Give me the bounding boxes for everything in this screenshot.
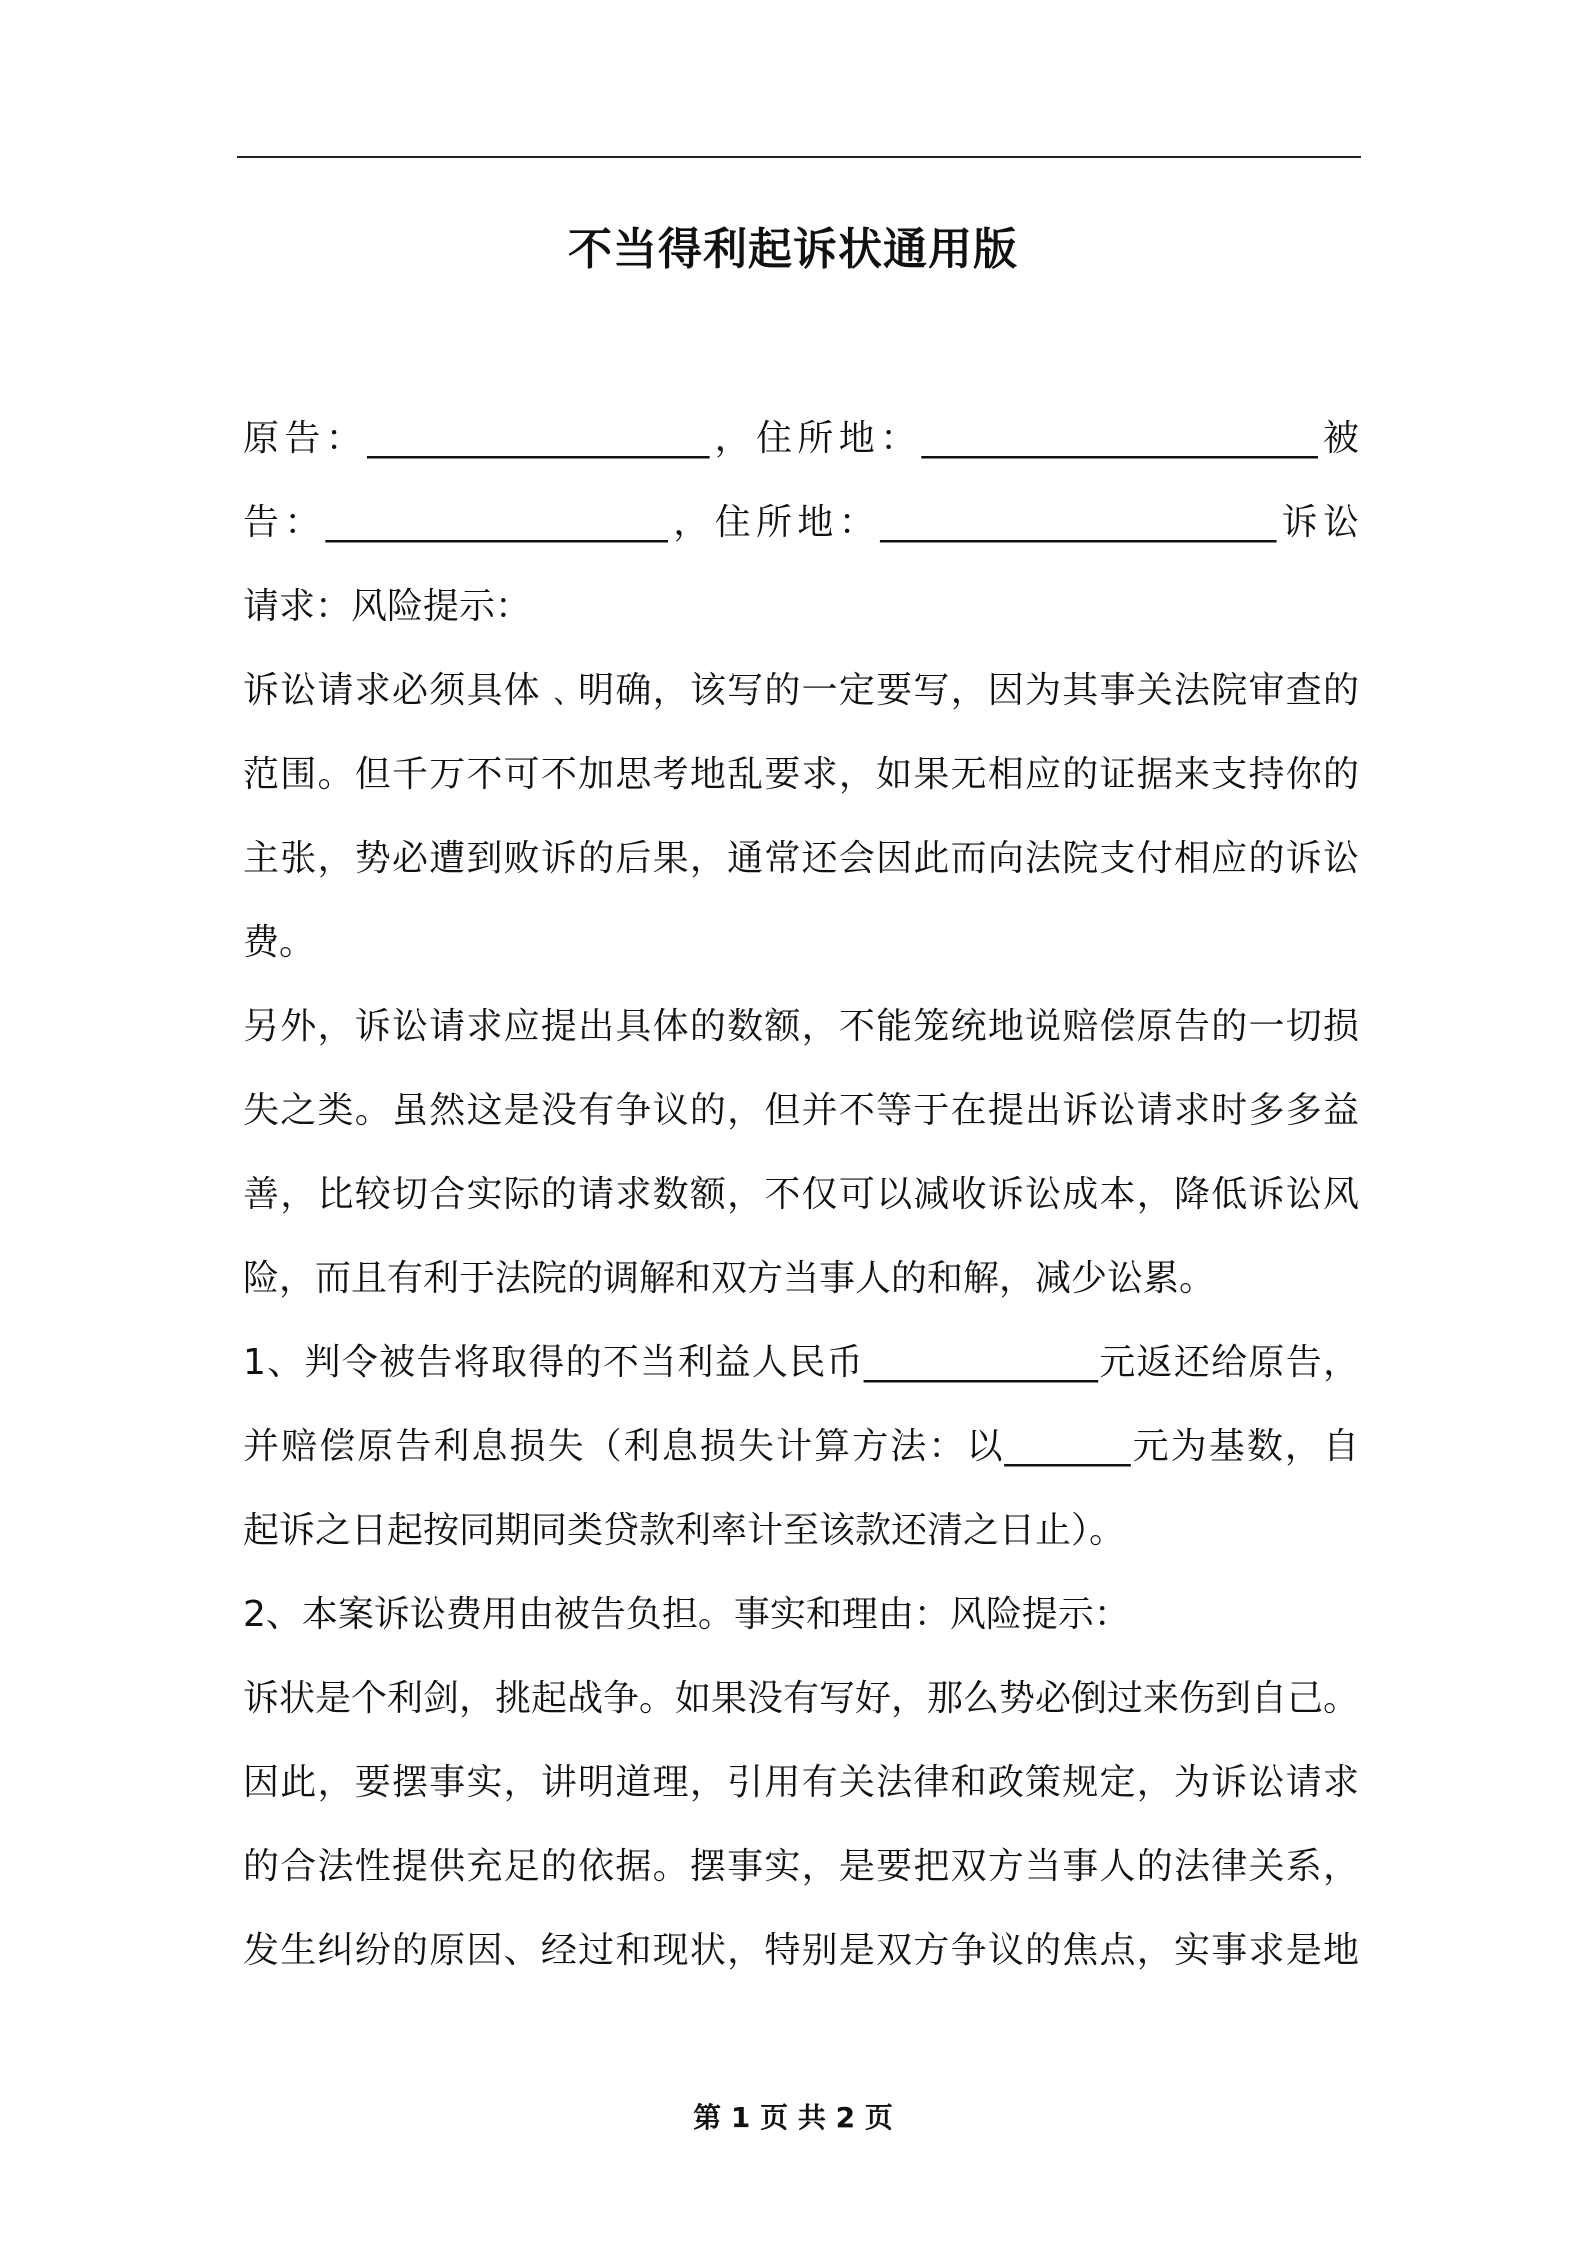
body-line: 起诉之日起按同期同类贷款利率计至该款还清之日止）。 xyxy=(243,1510,1126,1551)
body-line: 失之类。虽然这是没有争议的，但并不等于在提出诉讼请求时多多益 xyxy=(243,1090,1359,1131)
document-body xyxy=(243,397,1359,1993)
body-line: 请求：风险提示： xyxy=(243,586,532,627)
body-line: 范围。但千万不可不加思考地乱要求，如果无相应的证据来支持你的 xyxy=(243,754,1359,795)
body-line: 2、本案诉讼费用由被告负担。事实和理由：风险提示： xyxy=(243,1594,1130,1635)
body-line: 主张，势必遭到败诉的后果，通常还会因此而向法院支付相应的诉讼 xyxy=(243,838,1359,879)
body-line: 1、判令被告将取得的不当利益人民币_____________元返还给原告， xyxy=(243,1342,1359,1383)
body-line: 原告：___________________，住所地：______________________被 xyxy=(243,418,1359,459)
body-line: 发生纠纷的原因、经过和现状，特别是双方争议的焦点，实事求是地 xyxy=(243,1930,1359,1971)
body-line: 告：___________________，住所地：______________________诉讼 xyxy=(243,502,1359,543)
body-line: 并赔偿原告利息损失（利息损失计算方法：以_______元为基数，自 xyxy=(243,1426,1359,1467)
body-line: 的合法性提供充足的依据。摆事实，是要把双方当事人的法律关系， xyxy=(243,1846,1359,1887)
body-line: 另外，诉讼请求应提出具体的数额，不能笼统地说赔偿原告的一切损 xyxy=(243,1006,1359,1047)
body-line: 因此，要摆事实，讲明道理，引用有关法律和政策规定，为诉讼请求 xyxy=(243,1762,1359,1803)
page-number: 第 1 页 共 2 页 xyxy=(693,2101,893,2134)
body-line: 险，而且有利于法院的调解和双方当事人的和解，减少讼累。 xyxy=(243,1258,1216,1299)
body-line: 费。 xyxy=(243,922,316,963)
body-line: 诉讼请求必须具体﹑明确，该写的一定要写，因为其事关法院审查的 xyxy=(243,670,1359,711)
body-line: 善，比较切合实际的请求数额，不仅可以减收诉讼成本，降低诉讼风 xyxy=(243,1174,1359,1215)
body-line: 诉状是个利剑，挑起战争。如果没有写好，那么势必倒过来伤到自己。 xyxy=(243,1678,1360,1719)
document-title: 不当得利起诉状通用版 xyxy=(568,224,1018,275)
header-divider xyxy=(237,156,1361,158)
